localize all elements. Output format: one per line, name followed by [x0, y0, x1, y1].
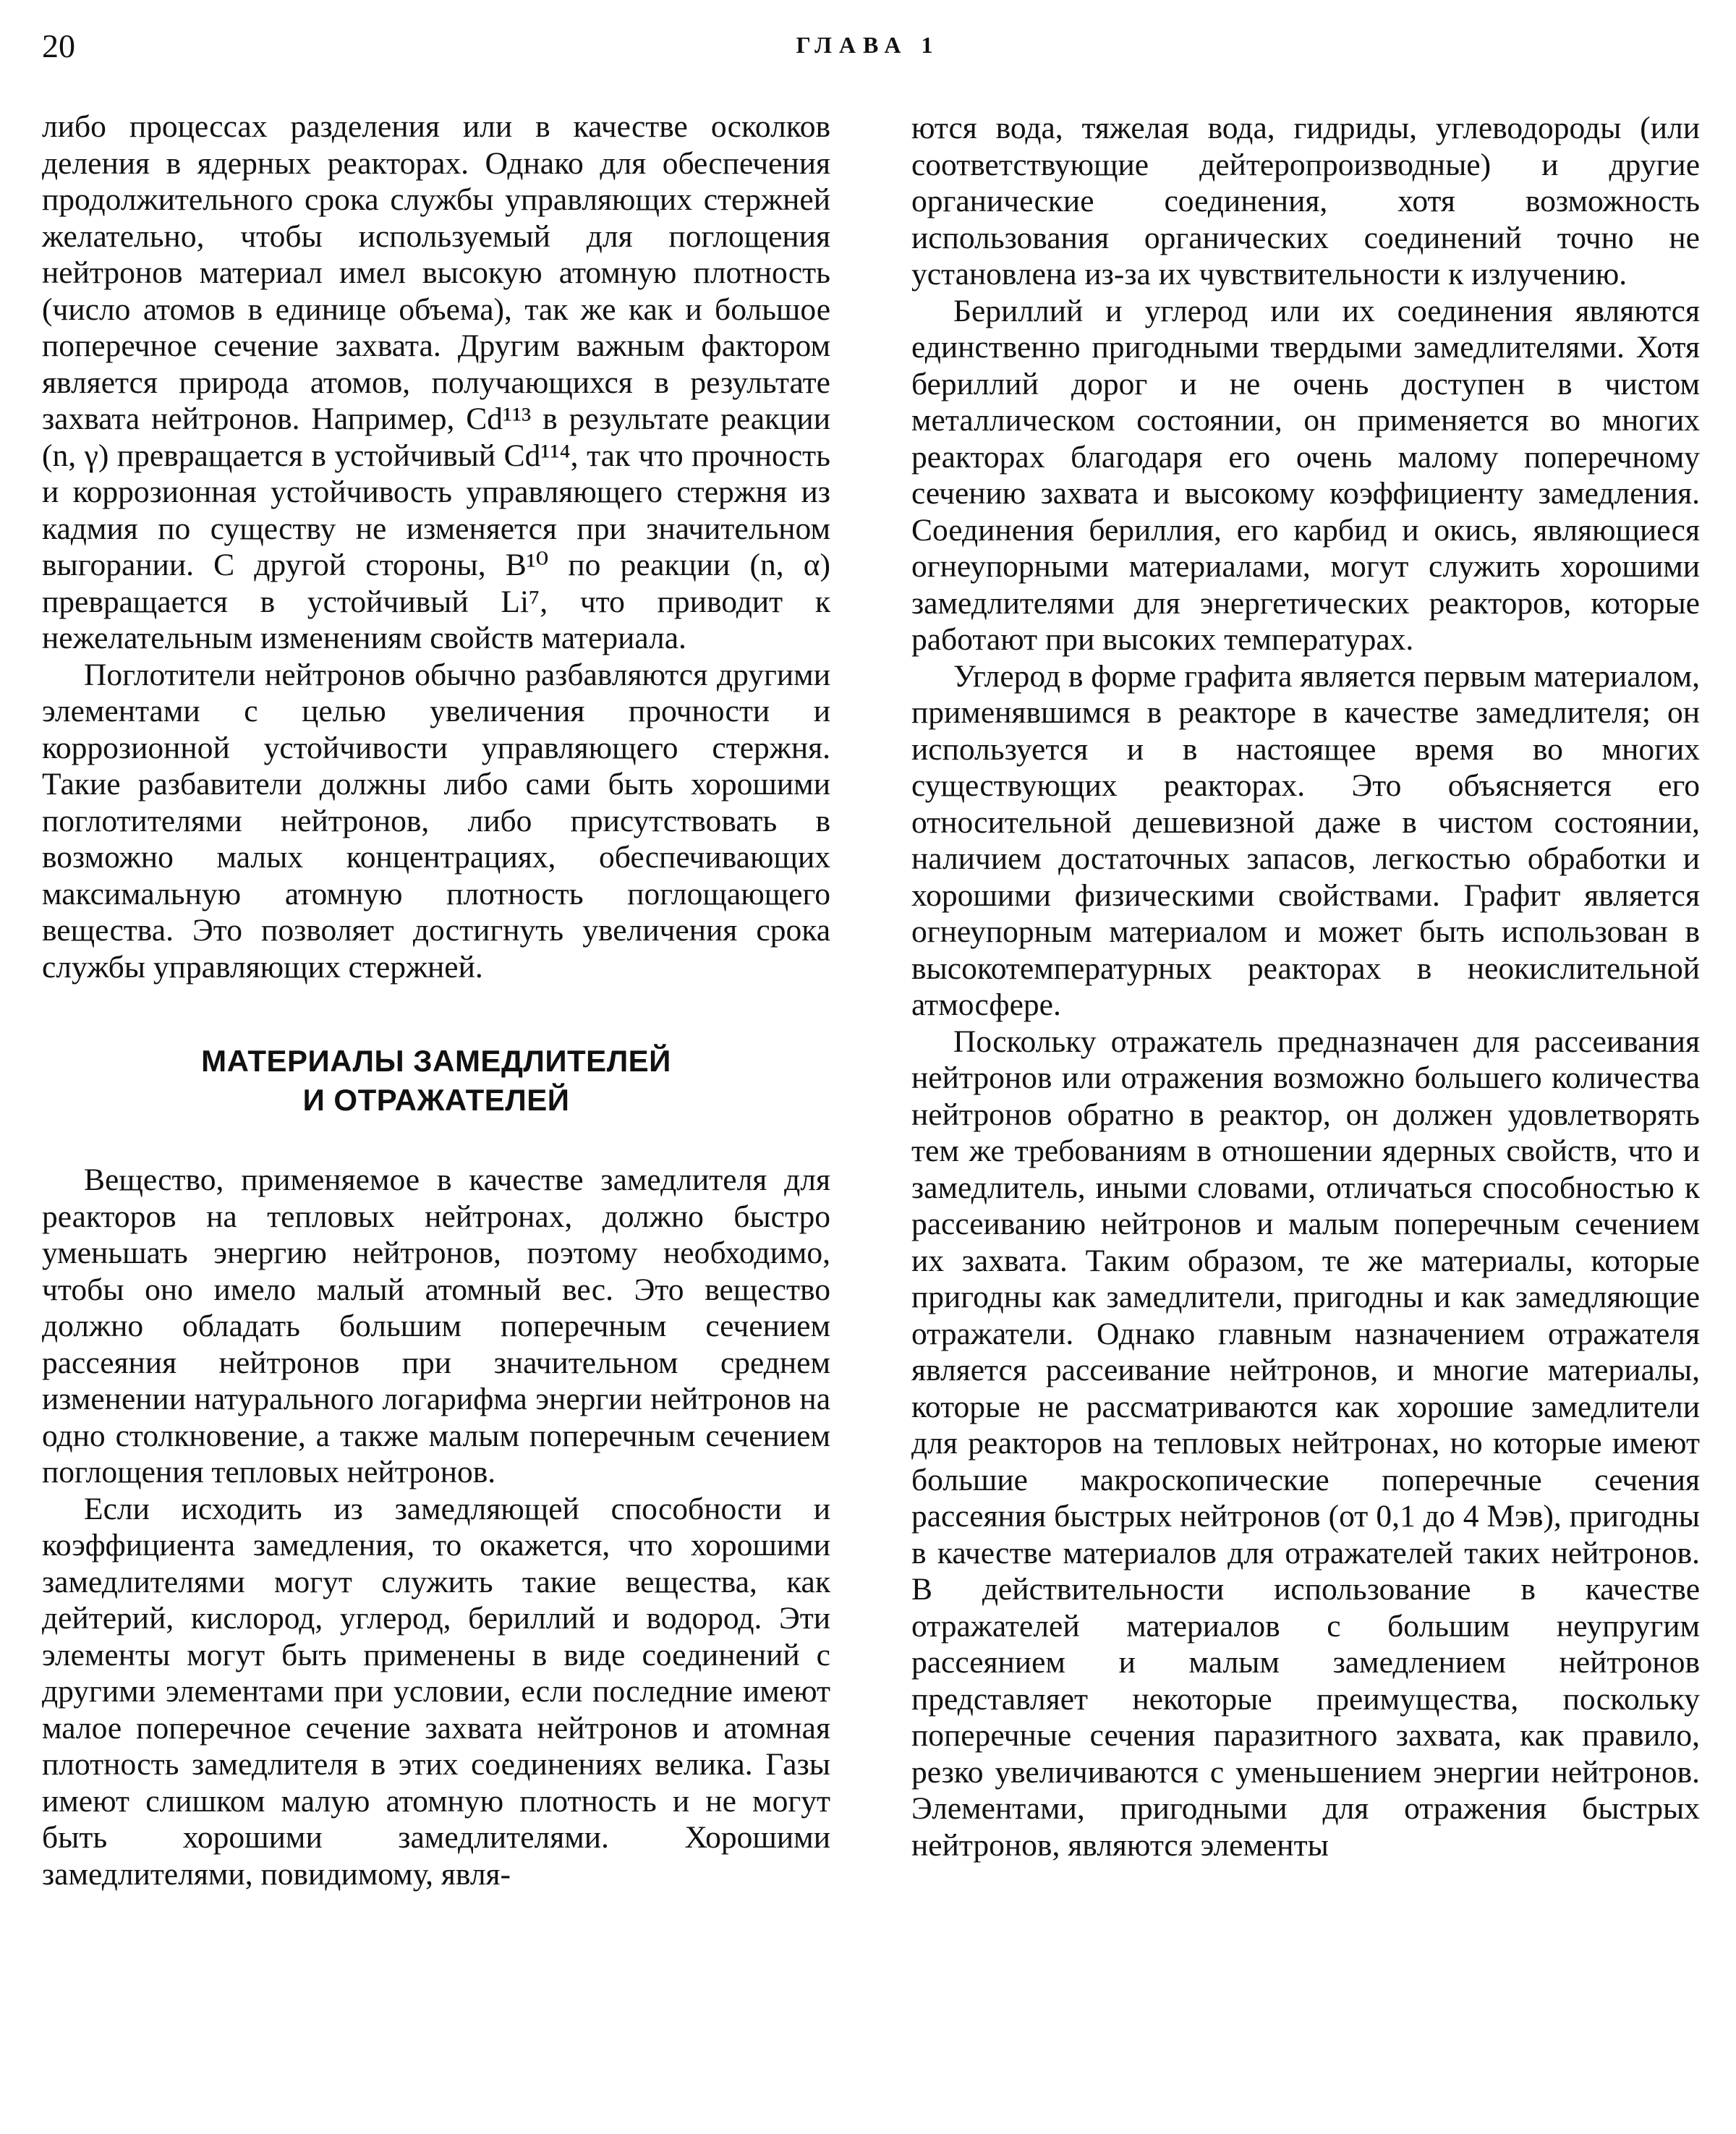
running-head: ГЛАВА 1 — [796, 32, 940, 58]
paragraph: Если исходить из замедляющей способности и коэффициента замедления, то окажется, что хорошими замедлителями могут служить такие вещества, как дейтерий, кислород, углерод, бериллий и водород. Эти элементы могут быть применены в виде соединений с другими элементами при условии, если последние имеют малое поперечное сечение захвата нейтронов и атомная плотность замедлителя в этих соединениях велика. Газы имеют слишком малую атомную плотность и не могут быть хорошими замедлителями. Хорошими замедлителями, повидимому, явля- — [42, 1491, 830, 1892]
paragraph: Углерод в форме графита является первым материалом, применявшимся в реакторе в качестве замедлителя; он используется и в настоящее время во многих существующих реакторах. Это объясняется его относительной дешевизной даже в чистом состоянии, наличием достаточных запасов, легкостью обработки и хорошими физическими свойствами. Графит является огнеупорным материалом и может быть использован в высокотемпературных реакторах в неокислительной атмосфере. — [911, 658, 1700, 1022]
paragraph: Поскольку отражатель предназначен для рассеивания нейтронов или отражения возможно большего количества нейтронов обратно в реактор, он должен удовлетворять тем же требованиям в отношении ядерных свойств, что и замедлитель, иными словами, отличаться способностью к рассеиванию нейтронов и малым поперечным сечением их захвата. Таким образом, те же материалы, которые пригодны как замедлители, пригодны и как замедляющие отражатели. Однако главным назначением отражателя является рассеивание нейтронов, и многие материалы, которые не рассматриваются как хорошие замедлители для реакторов на тепловых нейтронах, но которые имеют большие макроскопические поперечные сечения рассеяния быстрых нейтронов (от 0,1 до 4 Мэв), пригодны в качестве материалов для отражателей таких нейтронов. В действительности использование в качестве отражателей материалов с большим неупругим рассеянием и малым замедлением нейтронов представляет некоторые преимущества, поскольку поперечные сечения паразитного захвата, как правило, резко увеличиваются с уменьшением энергии нейтронов. Элементами, пригодными для отражения быстрых нейтронов, являются элементы — [911, 1024, 1700, 1863]
paragraph: либо процессах разделения или в качестве осколков деления в ядерных реакторах. Однако для обеспечения продолжительного срока службы управляющих стержней желательно, чтобы используемый для поглощения нейтронов материал имел высокую атомную плотность (число атомов в единице объема), так же как и большое поперечное сечение захвата. Другим важным фактором является природа атомов, получающихся в результате захвата нейтронов. Например, Cd¹¹³ в результате реакции (n, γ) превращается в устойчивый Cd¹¹⁴, так что прочность и коррозионная устойчивость управляющего стержня из кадмия по существу не изменяется при значительном выгорании. С другой стороны, B¹⁰ по реакции (n, α) превращается в устойчивый Li⁷, что приводит к нежелательным изменениям свойств материала. — [42, 109, 830, 655]
section-heading-line: МАТЕРИАЛЫ ЗАМЕДЛИТЕЛЕЙ — [201, 1044, 671, 1078]
page-number: 20 — [42, 27, 75, 64]
paragraph: Бериллий и углерод или их соединения являются единственно пригодными твердыми замедлителями. Хотя бериллий дорог и не очень доступен в чистом металлическом состоянии, он применяется во многих реакторах благодаря его очень малому поперечному сечению захвата и высокому коэффициенту замедления. Соединения бериллия, его карбид и окись, являющиеся огнеупорными материалами, могут служить хорошими замедлителями для энергетических реакторов, которые работают при высоких температурах. — [911, 293, 1700, 657]
paragraph: Вещество, применяемое в качестве замедлителя для реакторов на тепловых нейтронах, должно быстро уменьшать энергию нейтронов, поэтому необходимо, чтобы оно имело малый атомный вес. Это вещество должно обладать большим поперечным сечением рассеяния нейтронов при значительном среднем изменении натурального логарифма энергии нейтронов на одно столкновение, а также малым поперечным сечением поглощения тепловых нейтронов. — [42, 1162, 830, 1489]
left-column — [42, 109, 830, 1892]
section-heading-line: И ОТРАЖАТЕЛЕЙ — [302, 1083, 570, 1117]
section-heading — [42, 1042, 830, 1120]
right-column — [911, 110, 1700, 1863]
paragraph: Поглотители нейтронов обычно разбавляются другими элементами с целью увеличения прочности и коррозионной устойчивости управляющего стержня. Такие разбавители должны либо сами быть хорошими поглотителями нейтронов, либо присутствовать в возможно малых концентрациях, обеспечивающих максимальную атомную плотность поглощающего вещества. Это позволяет достигнуть увеличения срока службы управляющих стержней. — [42, 657, 830, 985]
paragraph: ются вода, тяжелая вода, гидриды, углеводороды (или соответствующие дейтеропроизводные) и другие органические соединения, хотя возможность использования органических соединений точно не установлена из-за их чувствительности к излучению. — [911, 111, 1700, 292]
